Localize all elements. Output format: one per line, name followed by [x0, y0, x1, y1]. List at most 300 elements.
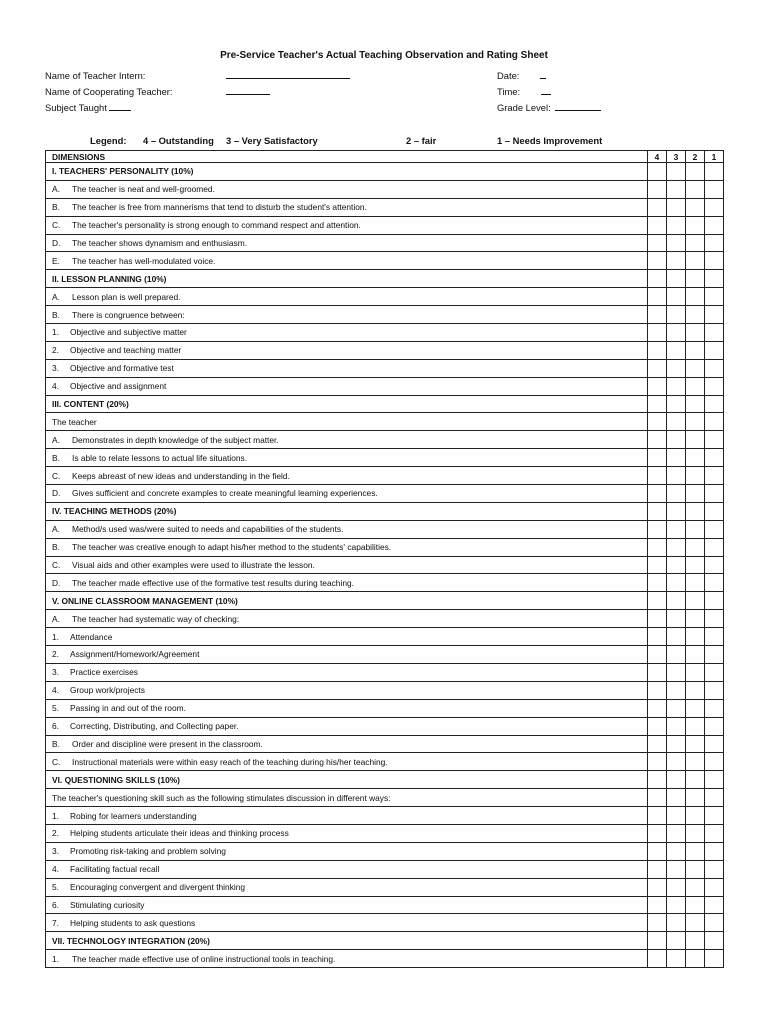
item-marker: E.: [52, 255, 60, 266]
rating-4-cell[interactable]: [648, 216, 667, 234]
rating-2-cell[interactable]: [686, 932, 705, 950]
rating-4-cell[interactable]: [648, 753, 667, 771]
table-row: [46, 896, 724, 914]
table-row: [46, 842, 724, 860]
item-text-cell: [46, 914, 648, 932]
rating-1-cell[interactable]: [705, 663, 724, 681]
rating-3-cell[interactable]: [667, 753, 686, 771]
rating-4-cell[interactable]: [648, 592, 667, 610]
rating-4-cell[interactable]: [648, 234, 667, 252]
rating-2-cell[interactable]: [686, 824, 705, 842]
table-row: [46, 699, 724, 717]
rating-3-cell[interactable]: [667, 431, 686, 449]
item-text-cell: [46, 216, 648, 234]
rating-4-cell[interactable]: [648, 914, 667, 932]
rating-2-cell[interactable]: [686, 467, 705, 485]
item-text: Order and discipline were present in the classroom.: [72, 738, 263, 749]
item-text: Lesson plan is well prepared.: [72, 291, 181, 302]
rating-1-cell[interactable]: [705, 270, 724, 288]
rating-3-cell[interactable]: [667, 896, 686, 914]
rating-1-cell[interactable]: [705, 717, 724, 735]
rating-3-cell[interactable]: [667, 449, 686, 467]
rating-1-cell[interactable]: [705, 359, 724, 377]
table-row: [46, 288, 724, 306]
item-text: Gives sufficient and concrete examples to create meaningful learning experiences.: [72, 488, 378, 499]
item-marker: 2.: [52, 345, 59, 356]
rating-1-cell[interactable]: [705, 950, 724, 968]
rating-1-cell[interactable]: [705, 860, 724, 878]
rating-1-cell[interactable]: [705, 771, 724, 789]
item-marker: A.: [52, 184, 60, 195]
item-text: The teacher's personality is strong enough to command respect and attention.: [72, 220, 361, 231]
rating-3-cell[interactable]: [667, 306, 686, 324]
rating-3-cell[interactable]: [667, 717, 686, 735]
item-text: The teacher has well-modulated voice.: [72, 255, 216, 266]
item-text: Robing for learners understanding: [70, 810, 197, 821]
rating-1-cell[interactable]: [705, 914, 724, 932]
teacher-intern-field[interactable]: [226, 70, 350, 81]
item-marker: C.: [52, 560, 61, 571]
item-text: Encouraging convergent and divergent thinking: [70, 882, 246, 893]
rating-3-cell[interactable]: [667, 932, 686, 950]
item-text: The teacher made effective use of the formative test results during teaching.: [72, 577, 354, 588]
item-marker: 4.: [52, 864, 59, 875]
rating-3-cell[interactable]: [667, 646, 686, 664]
rating-1-cell[interactable]: [705, 824, 724, 842]
legend-1: 1 – Needs Improvement: [497, 135, 603, 146]
rating-3-cell[interactable]: [667, 681, 686, 699]
item-text: There is congruence between:: [72, 309, 185, 320]
rating-2-cell[interactable]: [686, 449, 705, 467]
item-marker: A.: [52, 434, 60, 445]
rating-1-cell[interactable]: [705, 842, 724, 860]
rating-4-cell[interactable]: [648, 610, 667, 628]
rating-1-cell[interactable]: [705, 216, 724, 234]
rating-2-cell[interactable]: [686, 807, 705, 825]
table-row: [46, 252, 724, 270]
item-text-cell: [46, 681, 648, 699]
rating-4-cell[interactable]: [648, 771, 667, 789]
rating-2-cell[interactable]: [686, 485, 705, 503]
rating-1-cell[interactable]: [705, 377, 724, 395]
rating-3-cell[interactable]: [667, 288, 686, 306]
rating-1-cell[interactable]: [705, 646, 724, 664]
table-row: [46, 324, 724, 342]
rating-3-cell[interactable]: [667, 771, 686, 789]
rating-2-cell[interactable]: [686, 771, 705, 789]
teacher-intern-label: Name of Teacher Intern:: [45, 70, 146, 81]
rating-2-cell[interactable]: [686, 216, 705, 234]
rating-4-cell[interactable]: [648, 449, 667, 467]
rating-3-cell[interactable]: [667, 860, 686, 878]
rating-1-cell[interactable]: [705, 180, 724, 198]
rating-1-cell[interactable]: [705, 681, 724, 699]
rating-2-cell[interactable]: [686, 234, 705, 252]
item-marker: 3.: [52, 363, 59, 374]
rating-4-cell[interactable]: [648, 699, 667, 717]
rating-2-cell[interactable]: [686, 914, 705, 932]
item-marker: D.: [52, 238, 61, 248]
rating-2-cell[interactable]: [686, 842, 705, 860]
rating-4-cell[interactable]: [648, 574, 667, 592]
rating-1-cell[interactable]: [705, 252, 724, 270]
rating-3-cell[interactable]: [667, 824, 686, 842]
rating-4-cell[interactable]: [648, 198, 667, 216]
rating-4-cell[interactable]: [648, 413, 667, 431]
rating-1-cell[interactable]: [705, 413, 724, 431]
rating-2-cell[interactable]: [686, 270, 705, 288]
rating-4-cell[interactable]: [648, 520, 667, 538]
rating-3-cell[interactable]: [667, 377, 686, 395]
item-text-cell: The teacher's questioning skill such as the following stimulates discussion in different ways:: [46, 789, 648, 807]
rating-3-cell[interactable]: [667, 234, 686, 252]
rating-1-cell[interactable]: [705, 324, 724, 342]
date-label: Date:: [497, 70, 520, 81]
section-title: V. ONLINE CLASSROOM MANAGEMENT (10%): [46, 592, 648, 610]
rating-3-cell[interactable]: [667, 395, 686, 413]
item-text-cell: [46, 574, 648, 592]
rating-2-cell[interactable]: [686, 592, 705, 610]
item-marker: A.: [52, 524, 60, 535]
rating-1-cell[interactable]: [705, 234, 724, 252]
item-text-cell: [46, 485, 648, 503]
rating-1-cell[interactable]: [705, 896, 724, 914]
table-row: [46, 824, 724, 842]
rating-2-cell[interactable]: [686, 163, 705, 181]
legend-2: 2 – fair: [406, 135, 437, 146]
rating-2-cell[interactable]: [686, 413, 705, 431]
rating-4-cell[interactable]: [648, 163, 667, 181]
item-text-cell: [46, 234, 648, 252]
rating-2-cell[interactable]: [686, 860, 705, 878]
rating-1-cell[interactable]: [705, 807, 724, 825]
rating-2-cell[interactable]: [686, 431, 705, 449]
item-marker: 1.: [52, 327, 59, 338]
rating-2-cell[interactable]: [686, 502, 705, 520]
rating-1-cell[interactable]: [705, 449, 724, 467]
rating-1-cell[interactable]: [705, 288, 724, 306]
item-text: The teacher is neat and well-groomed.: [72, 184, 215, 195]
subject-taught-label: Subject Taught: [45, 102, 107, 113]
table-row: [46, 520, 724, 538]
cooperating-teacher-field[interactable]: [226, 86, 270, 97]
rating-3-cell[interactable]: [667, 180, 686, 198]
rating-4-cell[interactable]: [648, 502, 667, 520]
rating-4-cell[interactable]: [648, 359, 667, 377]
rating-3-cell[interactable]: [667, 735, 686, 753]
rating-3-cell[interactable]: [667, 574, 686, 592]
rating-3-cell[interactable]: [667, 252, 686, 270]
rating-4-cell[interactable]: [648, 842, 667, 860]
item-marker: B.: [52, 452, 60, 463]
rating-3-cell[interactable]: [667, 324, 686, 342]
section-row: [46, 771, 724, 789]
item-text-cell: [46, 753, 648, 771]
item-text-cell: [46, 628, 648, 646]
item-text-cell: [46, 252, 648, 270]
rating-4-cell[interactable]: [648, 681, 667, 699]
rating-3-cell[interactable]: [667, 341, 686, 359]
rating-3-cell[interactable]: [667, 413, 686, 431]
rating-2-cell[interactable]: [686, 699, 705, 717]
table-row: [46, 341, 724, 359]
section-row: [46, 932, 724, 950]
rating-2-cell[interactable]: [686, 628, 705, 646]
item-text-cell: [46, 735, 648, 753]
rating-2-cell[interactable]: [686, 359, 705, 377]
item-text-cell: [46, 467, 648, 485]
item-marker: 4.: [52, 685, 59, 696]
rating-1-cell[interactable]: [705, 592, 724, 610]
rating-1-cell[interactable]: [705, 628, 724, 646]
item-text-cell: [46, 449, 648, 467]
rating-3-cell[interactable]: [667, 628, 686, 646]
rating-2-cell[interactable]: [686, 198, 705, 216]
subject-taught-field[interactable]: [109, 102, 131, 111]
item-marker: 5.: [52, 703, 59, 714]
item-text: Attendance: [70, 631, 113, 642]
item-text-cell: [46, 807, 648, 825]
section-title: III. CONTENT (20%): [46, 395, 648, 413]
table-row: [46, 198, 724, 216]
rating-4-cell[interactable]: [648, 306, 667, 324]
item-marker: D.: [52, 488, 61, 499]
legend-3: 3 – Very Satisfactory: [226, 135, 318, 146]
item-marker: 1.: [52, 631, 59, 642]
rating-3-cell[interactable]: [667, 216, 686, 234]
rating-3-cell[interactable]: [667, 198, 686, 216]
rating-3-cell[interactable]: [667, 842, 686, 860]
rating-1-cell[interactable]: [705, 467, 724, 485]
item-text-cell: [46, 377, 648, 395]
rating-4-cell[interactable]: [648, 252, 667, 270]
rating-1-cell[interactable]: [705, 502, 724, 520]
rating-4-cell[interactable]: [648, 807, 667, 825]
item-text: The teacher was creative enough to adapt his/her method to the students' capabilities.: [72, 542, 392, 553]
table-row: [46, 359, 724, 377]
rating-3-cell[interactable]: [667, 950, 686, 968]
time-row: [497, 86, 551, 97]
item-text: The teacher is free from mannerisms that tend to disturb the student's attention.: [72, 202, 367, 213]
rating-3-cell[interactable]: [667, 592, 686, 610]
rating-1-cell[interactable]: [705, 431, 724, 449]
table-row: [46, 449, 724, 467]
rating-2-cell[interactable]: [686, 556, 705, 574]
item-text: Objective and formative test: [70, 363, 174, 374]
table-row: [46, 628, 724, 646]
rating-3-cell[interactable]: [667, 485, 686, 503]
item-text: Stimulating curiosity: [70, 899, 145, 910]
item-marker: 3.: [52, 667, 59, 678]
item-text-cell: [46, 610, 648, 628]
rating-4-cell[interactable]: [648, 878, 667, 896]
rating-4-cell[interactable]: [648, 789, 667, 807]
rating-2-cell[interactable]: [686, 950, 705, 968]
rating-3-cell[interactable]: [667, 467, 686, 485]
rating-2-cell[interactable]: [686, 341, 705, 359]
page-title: Pre-Service Teacher's Actual Teaching Observation and Rating Sheet: [220, 50, 548, 61]
rating-1-cell[interactable]: [705, 789, 724, 807]
rating-4-cell[interactable]: [648, 324, 667, 342]
item-text-cell: [46, 538, 648, 556]
item-text-cell: [46, 860, 648, 878]
table-row: [46, 878, 724, 896]
rating-3-cell[interactable]: [667, 663, 686, 681]
table-row: [46, 914, 724, 932]
item-text-cell: [46, 646, 648, 664]
table-row: [46, 306, 724, 324]
rating-1-cell[interactable]: [705, 735, 724, 753]
rating-4-cell[interactable]: [648, 395, 667, 413]
rating-2-cell[interactable]: [686, 717, 705, 735]
rating-3-cell[interactable]: [667, 270, 686, 288]
rating-3-cell[interactable]: [667, 502, 686, 520]
rating-4-cell[interactable]: [648, 735, 667, 753]
subject-taught-row: [45, 102, 131, 113]
rating-3-cell[interactable]: [667, 789, 686, 807]
rating-2-cell[interactable]: [686, 252, 705, 270]
rating-1-cell[interactable]: [705, 163, 724, 181]
item-text-cell: [46, 950, 648, 968]
rating-2-cell[interactable]: [686, 681, 705, 699]
rating-2-cell[interactable]: [686, 377, 705, 395]
rating-3-cell[interactable]: [667, 556, 686, 574]
item-text-cell: [46, 878, 648, 896]
rating-1-cell[interactable]: [705, 610, 724, 628]
item-text-cell: [46, 341, 648, 359]
rating-4-cell[interactable]: [648, 824, 667, 842]
rating-4-cell[interactable]: [648, 860, 667, 878]
rating-3-cell[interactable]: [667, 878, 686, 896]
rating-4-cell[interactable]: [648, 646, 667, 664]
table-row: [46, 753, 724, 771]
item-marker: 1.: [52, 953, 59, 964]
rating-2-cell[interactable]: [686, 574, 705, 592]
rating-1-cell[interactable]: [705, 556, 724, 574]
grade-level-field[interactable]: [555, 102, 601, 111]
rating-3-cell[interactable]: [667, 699, 686, 717]
rating-2-cell[interactable]: [686, 878, 705, 896]
item-text: Method/s used was/were suited to needs and capabilities of the students.: [72, 524, 344, 535]
rating-3-cell[interactable]: [667, 807, 686, 825]
rating-2-cell[interactable]: [686, 180, 705, 198]
item-marker: 4.: [52, 381, 59, 392]
rating-4-cell[interactable]: [648, 717, 667, 735]
rating-1-cell[interactable]: [705, 932, 724, 950]
rating-3-cell[interactable]: [667, 610, 686, 628]
rating-3-cell[interactable]: [667, 163, 686, 181]
rating-2-header: 2: [686, 151, 705, 163]
item-marker: C.: [52, 470, 61, 481]
date-field[interactable]: [540, 70, 546, 79]
item-text: Passing in and out of the room.: [70, 703, 186, 714]
section-row: [46, 592, 724, 610]
rating-1-cell[interactable]: [705, 198, 724, 216]
rating-4-cell[interactable]: [648, 663, 667, 681]
rating-4-cell[interactable]: [648, 932, 667, 950]
item-text: Helping students to ask questions: [70, 917, 196, 928]
rating-3-cell[interactable]: [667, 359, 686, 377]
rating-4-header: 4: [648, 151, 667, 163]
rating-1-cell[interactable]: [705, 699, 724, 717]
rating-4-cell[interactable]: [648, 180, 667, 198]
table-row: [46, 717, 724, 735]
item-text-cell: [46, 699, 648, 717]
rating-4-cell[interactable]: [648, 538, 667, 556]
rating-2-cell[interactable]: [686, 288, 705, 306]
rating-4-cell[interactable]: [648, 341, 667, 359]
rating-4-cell[interactable]: [648, 270, 667, 288]
rating-2-cell[interactable]: [686, 663, 705, 681]
table-row: [46, 234, 724, 252]
item-marker: A.: [52, 613, 60, 624]
rating-4-cell[interactable]: [648, 896, 667, 914]
time-field[interactable]: [541, 86, 551, 95]
item-text: The teacher had systematic way of checking:: [72, 613, 240, 624]
rating-2-cell[interactable]: [686, 324, 705, 342]
rating-3-cell[interactable]: [667, 520, 686, 538]
rating-4-cell[interactable]: [648, 467, 667, 485]
rating-4-cell[interactable]: [648, 288, 667, 306]
item-text: Helping students articulate their ideas and thinking process: [70, 828, 289, 839]
item-marker: B.: [52, 309, 60, 320]
date-row: [497, 70, 546, 81]
table-row: [46, 467, 724, 485]
rating-4-cell[interactable]: [648, 556, 667, 574]
rating-4-cell[interactable]: [648, 431, 667, 449]
rating-2-cell[interactable]: [686, 735, 705, 753]
rating-4-cell[interactable]: [648, 485, 667, 503]
grade-level-label: Grade Level:: [497, 102, 551, 113]
rating-2-cell[interactable]: [686, 896, 705, 914]
rating-2-cell[interactable]: [686, 610, 705, 628]
item-text-cell: [46, 556, 648, 574]
item-text: Assignment/Homework/Agreement: [70, 649, 200, 660]
section-row: [46, 502, 724, 520]
table-row: [46, 807, 724, 825]
rating-1-cell[interactable]: [705, 878, 724, 896]
rating-3-header: 3: [667, 151, 686, 163]
rating-1-cell[interactable]: [705, 395, 724, 413]
table-row: [46, 538, 724, 556]
rating-2-cell[interactable]: [686, 789, 705, 807]
rating-3-cell[interactable]: [667, 538, 686, 556]
rating-1-cell[interactable]: [705, 306, 724, 324]
rating-2-cell[interactable]: [686, 753, 705, 771]
rating-2-cell[interactable]: [686, 538, 705, 556]
item-text: Objective and subjective matter: [70, 327, 187, 338]
item-text: Correcting, Distributing, and Collecting paper.: [70, 721, 239, 732]
item-marker: 1.: [52, 810, 59, 821]
item-marker: 6.: [52, 721, 59, 732]
item-marker: C.: [52, 756, 61, 767]
rating-1-cell[interactable]: [705, 520, 724, 538]
rating-2-cell[interactable]: [686, 306, 705, 324]
rating-4-cell[interactable]: [648, 377, 667, 395]
rating-1-cell[interactable]: [705, 341, 724, 359]
rating-4-cell[interactable]: [648, 950, 667, 968]
rating-1-cell[interactable]: [705, 574, 724, 592]
rating-1-cell[interactable]: [705, 753, 724, 771]
rating-2-cell[interactable]: [686, 395, 705, 413]
rating-3-cell[interactable]: [667, 914, 686, 932]
rating-2-cell[interactable]: [686, 646, 705, 664]
item-marker: 7.: [52, 917, 59, 928]
rating-2-cell[interactable]: [686, 520, 705, 538]
rating-1-cell[interactable]: [705, 538, 724, 556]
rating-1-cell[interactable]: [705, 485, 724, 503]
rating-4-cell[interactable]: [648, 628, 667, 646]
